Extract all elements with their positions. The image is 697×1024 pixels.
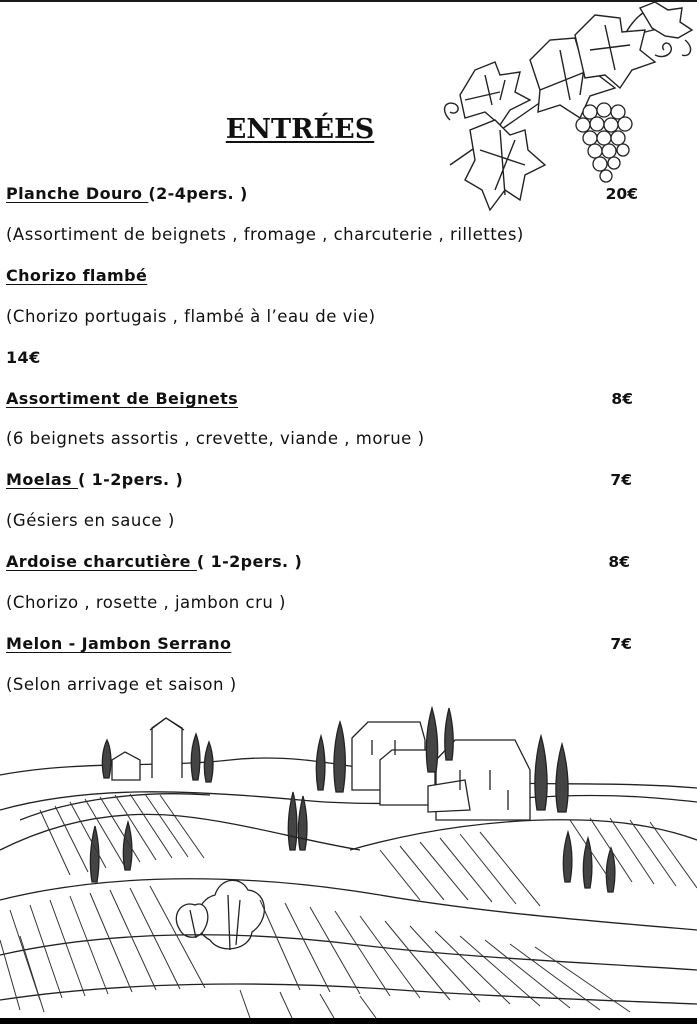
menu-item-name-row — [6, 389, 238, 408]
item-name: Moelas — [6, 470, 78, 489]
item-price: 14€ — [6, 348, 41, 367]
item-description: (Assortiment de beignets , fromage , charcuterie , rillettes) — [6, 225, 524, 244]
item-name: Assortiment de Beignets — [6, 389, 239, 408]
item-description: (Selon arrivage et saison ) — [6, 675, 237, 694]
item-price: 7€ — [610, 635, 632, 653]
bottom-border — [0, 1018, 697, 1024]
menu-item-name-row — [6, 634, 231, 653]
menu-item-name-row — [6, 184, 248, 203]
item-quantity: ( 1-2pers. ) — [77, 470, 184, 489]
item-description: (Chorizo , rosette , jambon cru ) — [6, 593, 286, 612]
item-name: Planche Douro — [6, 184, 149, 203]
item-description: (Chorizo portugais , flambé à l’eau de vie) — [6, 307, 376, 326]
item-price: 8€ — [611, 390, 633, 408]
section-title: ENTRÉES — [225, 114, 375, 145]
item-name: Ardoise charcutière — [6, 552, 197, 571]
menu-item-name-row — [6, 552, 302, 571]
item-price: 8€ — [608, 553, 630, 571]
item-price: 7€ — [610, 471, 632, 489]
item-name: Chorizo flambé — [6, 266, 148, 285]
item-description: (6 beignets assortis , crevette, viande , morue ) — [6, 429, 425, 448]
item-name: Melon - Jambon Serrano — [6, 634, 232, 653]
menu-item-name-row — [6, 266, 147, 285]
item-quantity: ( 1-2pers. ) — [196, 552, 303, 571]
item-description: (Gésiers en sauce ) — [6, 511, 175, 530]
vineyard-landscape-icon — [0, 700, 697, 1018]
menu-item-name-row — [6, 470, 183, 489]
item-price: 20€ — [605, 185, 638, 203]
item-quantity: (2-4pers. ) — [148, 184, 248, 203]
